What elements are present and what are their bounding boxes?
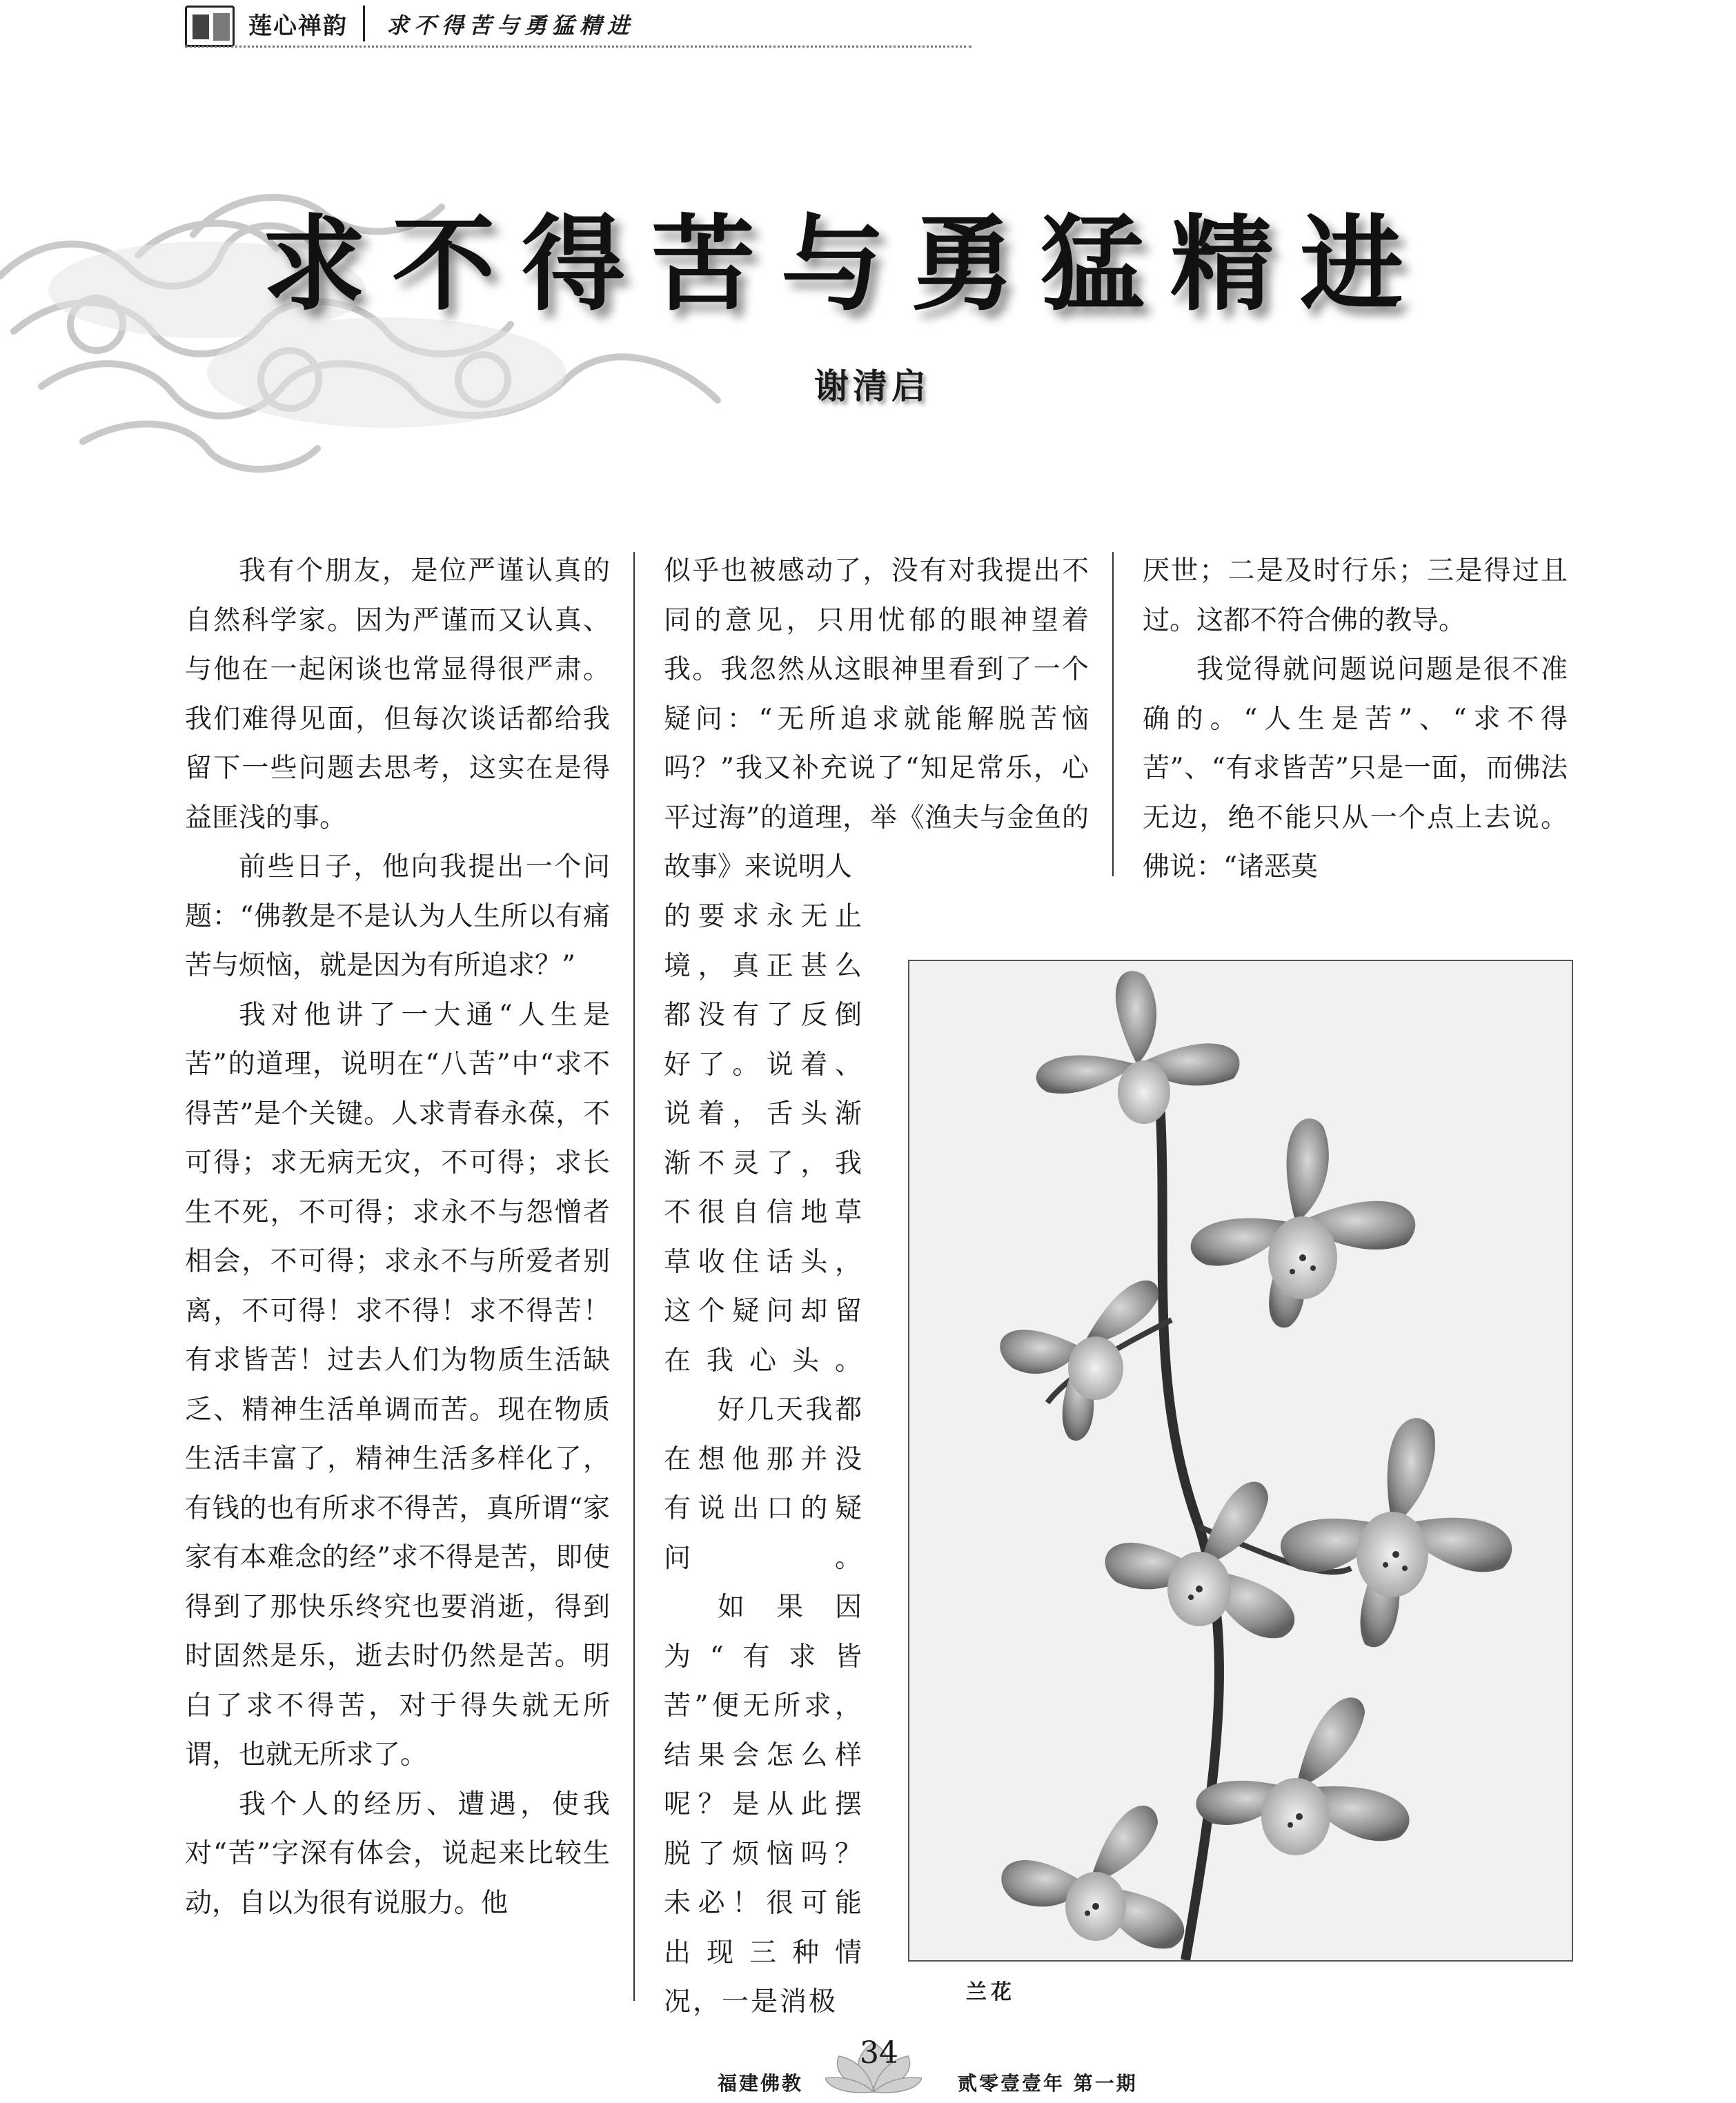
magazine-logo bbox=[185, 6, 235, 47]
column-divider bbox=[633, 552, 635, 2001]
paragraph: 好几天我都在想他那并没有说出口的疑问。 bbox=[664, 1394, 864, 1574]
orchid-icon bbox=[909, 961, 1572, 1960]
header-separator bbox=[363, 6, 365, 41]
paragraph: 如果因为“有求皆苦”便无所求，结果会怎么样呢？是从此摆脱了烦恼吗？未必！很可能出现三种情况，一是消极 bbox=[664, 1592, 864, 2017]
orchid-photo bbox=[908, 960, 1573, 1962]
paragraph: 我个人的经历、遭遇，使我对“苦”字深有体会，说起来比较生动，自以为很有说服力。他 bbox=[185, 1788, 610, 1919]
author-name: 谢清启 bbox=[814, 366, 930, 406]
text-column-1 bbox=[185, 546, 610, 1928]
paragraph: 前些日子，他向我提出一个问题：“佛教是不是认为人生所以有痛苦与烦恼，就是因为有所追求？” bbox=[185, 851, 610, 981]
paragraph: 我觉得就问题说问题是很不准确的。“人生是苦”、“求不得苦”、“有求皆苦”只是一面，而佛法无边，绝不能只从一个点上去说。佛说：“诸恶莫 bbox=[1143, 654, 1568, 882]
column-divider bbox=[1112, 552, 1114, 876]
footer-publication: 福建佛教 bbox=[718, 2072, 804, 2095]
paragraph: 似乎也被感动了，没有对我提出不同的意见，只用忧郁的眼神望着我。我忽然从这眼神里看到了一个疑问：“无所追求就能解脱苦恼吗？”我又补充说了“知足常乐，心平过海”的道理，举《渔夫与金鱼的故事》来说明人 bbox=[664, 555, 1089, 882]
page-number: 34 bbox=[860, 2035, 898, 2071]
paragraph: 我有个朋友，是位严谨认真的自然科学家。因为严谨而又认真、与他在一起闲谈也常显得很严肃。我们难得见面，但每次谈话都给我留下一些问题去思考，这实在是得益匪浅的事。 bbox=[185, 555, 610, 833]
footer-issue: 贰零壹壹年 第一期 bbox=[958, 2072, 1138, 2095]
photo-caption: 兰花 bbox=[966, 1980, 1016, 2004]
text-column-3 bbox=[1143, 546, 1568, 892]
text-column-2-narrow bbox=[664, 892, 864, 2027]
paragraph: 的要求永无止境，真正甚么都没有了反倒好了。说着、说着，舌头渐渐不灵了，我不很自信地草草收住话头，这个疑问却留在我心头。 bbox=[664, 901, 864, 1376]
article-title: 求不得苦与勇猛精进 bbox=[262, 205, 1430, 325]
header-article-title: 求不得苦与勇猛精进 bbox=[386, 12, 635, 39]
header-section-name: 莲心禅韵 bbox=[248, 12, 348, 40]
header-dotted-rule bbox=[185, 46, 971, 48]
text-column-2 bbox=[664, 546, 1089, 892]
paragraph: 厌世；二是及时行乐；三是得过且过。这都不符合佛的教导。 bbox=[1143, 555, 1568, 636]
paragraph: 我对他讲了一大通“人生是苦”的道理，说明在“八苦”中“求不得苦”是个关键。人求青春永葆，不可得；求无病无灾，不可得；求长生不死，不可得；求永不与怨憎者相会，不可得；求永不与所爱者别离，不可得！求不得！求不得苦！有求皆苦！过去人们为物质生活缺乏、精神生活单调而苦。现在物质生活丰富了，精神生活多样化了，有钱的也有所求不得苦，真所谓“家家有本难念的经”求不得是苦，即使得到了那快乐终究也要消逝，得到时固然是乐，逝去时仍然是苦。明白了求不得苦，对于得失就无所谓，也就无所求了。 bbox=[185, 999, 610, 1770]
